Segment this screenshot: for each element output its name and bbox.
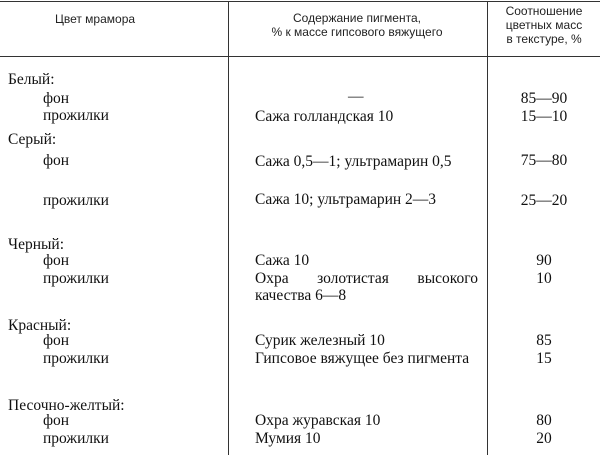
group-label: Белый:	[8, 71, 55, 88]
header-ratio-line2: цветных масс	[505, 18, 583, 32]
row-ratio: 25—20	[520, 192, 568, 209]
row-pigment: Сурик железный 10	[255, 332, 385, 349]
row-ratio: 80	[536, 412, 552, 429]
row-pigment: Мумия 10	[255, 430, 321, 447]
row-ratio: 10	[536, 270, 552, 287]
row-part: прожилки	[43, 107, 109, 124]
row-ratio: 75—80	[520, 152, 568, 169]
row-part: прожилки	[43, 430, 109, 447]
row-ratio: 85—90	[520, 90, 568, 107]
header-color: Цвет мрамора	[54, 12, 136, 26]
row-ratio: 15	[536, 350, 552, 367]
header-rule	[0, 56, 600, 57]
row-part: фон	[43, 412, 70, 429]
row-ratio: 20	[536, 430, 552, 447]
row-part: прожилки	[43, 350, 109, 367]
row-ratio: 85	[536, 332, 552, 349]
row-part: фон	[43, 90, 70, 107]
group-label: Серый:	[8, 131, 57, 148]
header-pigment-line2: % к массе гипсового вяжущего	[271, 25, 443, 39]
row-pigment: Охра золотистая высокого качества 6—8	[255, 270, 478, 304]
row-pigment: Гипсовое вяжущее без пигмента	[255, 350, 470, 367]
row-part: фон	[43, 252, 70, 269]
row-part: прожилки	[43, 192, 109, 209]
header-ratio-line3: в текстуре, %	[506, 32, 582, 46]
group-label: Красный:	[8, 317, 72, 334]
top-rule	[0, 1, 600, 2]
row-pigment: Охра журавская 10	[255, 412, 381, 429]
row-part: фон	[43, 332, 70, 349]
row-pigment: Сажа 10	[255, 252, 310, 269]
row-pigment: Сажа голландская 10	[255, 108, 394, 125]
row-pigment: —	[348, 88, 364, 105]
column-divider-1	[228, 1, 229, 455]
row-pigment: Сажа 0,5—1; ультрамарин 0,5	[255, 153, 452, 170]
row-pigment: Сажа 10; ультрамарин 2—3	[255, 191, 437, 208]
group-label: Черный:	[8, 236, 65, 253]
column-divider-2	[487, 1, 488, 455]
row-part: прожилки	[43, 270, 109, 287]
row-part: фон	[43, 152, 70, 169]
row-ratio: 15—10	[520, 108, 568, 125]
header-pigment-line1: Содержание пигмента,	[293, 11, 421, 25]
header-ratio-line1: Соотношение	[505, 4, 583, 18]
group-label: Песочно-желтый:	[8, 397, 125, 414]
row-ratio: 90	[536, 252, 552, 269]
